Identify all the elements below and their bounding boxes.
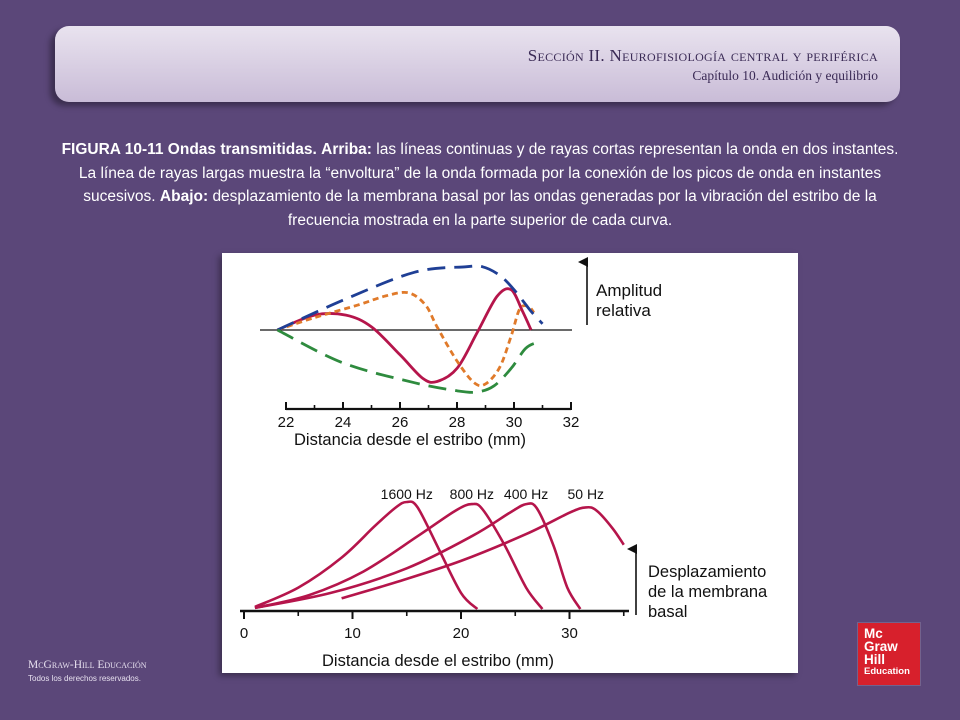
caption-top-label: Arriba: xyxy=(321,141,372,158)
caption-bottom-text: desplazamiento de la membrana basal por las ondas generadas por la vibración del estribo de la frecuencia mostrada en la parte superior de cada curva. xyxy=(212,188,877,229)
top-x-tick-label: 22 xyxy=(277,414,295,431)
logo-line-2: Graw xyxy=(864,639,898,654)
section-banner xyxy=(55,26,900,102)
bottom-y-axis-label: basal xyxy=(648,603,688,621)
top-chart xyxy=(260,262,662,449)
top-series-1-line xyxy=(277,289,531,383)
bottom-series-1-label: 1600 Hz xyxy=(380,486,433,502)
top-x-tick-label: 32 xyxy=(562,414,580,431)
footer-rights: Todos los derechos reservados. xyxy=(28,674,141,683)
top-x-tick-label: 24 xyxy=(334,414,352,431)
footer-brand: McGraw-Hill Educación xyxy=(28,659,147,671)
bottom-series-4-label: 50 Hz xyxy=(567,486,605,502)
figure-caption xyxy=(60,138,900,232)
bottom-x-tick-label: 0 xyxy=(239,625,249,642)
figure-label: FIGURA 10-11 Ondas transmitidas. xyxy=(61,141,317,158)
bottom-series-3-label: 400 Hz xyxy=(503,486,549,502)
figure-panel xyxy=(222,253,798,673)
bottom-series-2-label: 800 Hz xyxy=(449,486,495,502)
top-x-tick-label: 30 xyxy=(505,414,523,431)
bottom-x-axis-label: Distancia desde el estribo (mm) xyxy=(322,652,554,670)
top-x-axis-label: Distancia desde el estribo (mm) xyxy=(294,431,526,449)
figure-svg xyxy=(222,253,798,673)
bottom-series-3-line xyxy=(255,503,580,609)
publisher-logo xyxy=(858,623,920,685)
bottom-series-4-line xyxy=(342,507,624,598)
caption-top-text: las líneas continuas y de rayas cortas representan la onda en dos instantes. La línea de rayas largas muestra la “envoltura” de la onda formada por la conexión de los picos de onda en instantes sucesivos. xyxy=(78,141,899,205)
top-x-tick-label: 28 xyxy=(448,414,466,431)
bottom-x-tick-label: 20 xyxy=(452,625,470,642)
caption-bottom-label: Abajo: xyxy=(159,188,209,205)
section-title: Sección II. Neurofisiología central y periférica xyxy=(527,46,878,65)
top-x-tick-label: 26 xyxy=(391,414,409,431)
bottom-y-axis-label: Desplazamiento xyxy=(648,563,767,581)
logo-line-1: Mc xyxy=(864,626,883,641)
chapter-title: Capítulo 10. Audición y equilibrio xyxy=(692,68,878,83)
bottom-chart xyxy=(240,486,768,670)
bottom-x-tick-label: 10 xyxy=(344,625,361,642)
logo-line-3: Hill xyxy=(864,652,886,667)
bottom-y-axis-label: de la membrana xyxy=(648,583,768,601)
top-y-axis-label: relativa xyxy=(596,301,651,320)
bottom-x-tick-label: 30 xyxy=(561,625,578,642)
top-y-axis-label: Amplitud xyxy=(596,281,663,300)
top-series-3-line xyxy=(277,266,542,330)
top-series-2-line xyxy=(277,292,534,385)
logo-line-4: Education xyxy=(864,666,910,677)
